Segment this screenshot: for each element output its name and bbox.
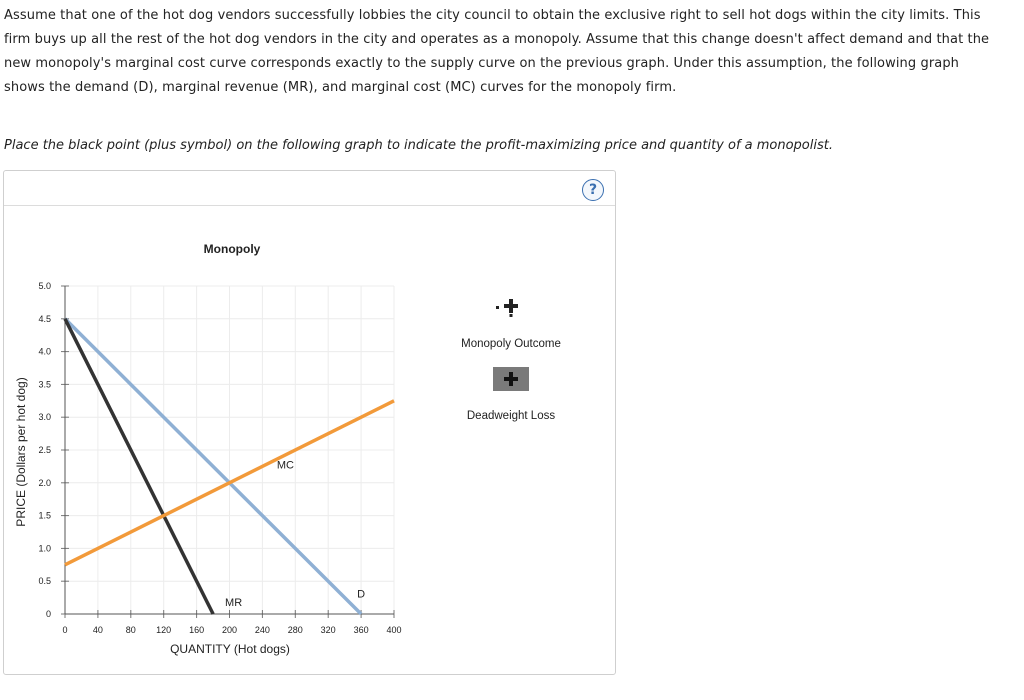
x-tick-label: 40 <box>92 625 103 635</box>
graph-panel <box>3 170 616 675</box>
y-tick-label: 4.0 <box>38 346 51 357</box>
curve-label-mr: MR <box>225 597 243 610</box>
y-tick-label: 2.0 <box>38 477 51 488</box>
monopoly-outcome-tool[interactable] <box>461 299 561 350</box>
x-tick-label: 0 <box>62 625 68 635</box>
curve-mr[interactable] <box>65 319 213 614</box>
monopoly-chart <box>4 171 615 674</box>
y-tick-label: 1.0 <box>38 543 51 554</box>
y-tick-label: 3.0 <box>38 412 51 423</box>
axes <box>38 281 401 635</box>
x-tick-label: 120 <box>156 625 172 635</box>
curve-label-d: D <box>357 588 366 601</box>
y-tick-label: 4.5 <box>38 313 51 324</box>
y-axis-title: PRICE (Dollars per hot dog) <box>14 377 28 527</box>
y-tick-label: 3.5 <box>38 379 51 390</box>
x-tick-label: 200 <box>221 625 238 635</box>
x-tick-label: 320 <box>320 625 336 635</box>
x-tick-label: 240 <box>254 625 270 635</box>
x-tick-label: 360 <box>353 625 369 635</box>
black-plus-point-icon[interactable] <box>496 299 518 317</box>
x-tick-label: 280 <box>287 625 303 635</box>
x-tick-label: 400 <box>386 625 402 635</box>
legend-label-monopoly-outcome: Monopoly Outcome <box>461 338 561 350</box>
curve-label-mc: MC <box>276 459 294 472</box>
y-tick-label: 0.5 <box>38 576 51 587</box>
y-tick-label: 5.0 <box>38 281 51 291</box>
x-tick-label: 160 <box>189 625 205 635</box>
instruction-text: Place the black point (plus symbol) on the following graph to indicate the profit-maximizing price and quantity of a monopolist. <box>4 138 833 153</box>
x-axis-title: QUANTITY (Hot dogs) <box>170 642 290 656</box>
intro-paragraph: Assume that one of the hot dog vendors successfully lobbies the city council to obtain the exclusive right to sell hot dogs within the city limits. This firm buys up all the rest of the hot dog vendors in the city and operates as a monopoly. Assume that this change doesn't affect demand and that the new monopoly's marginal cost curve corresponds exactly to the supply curve on the previous graph. Under this assumption, the following graph shows the demand (D), marginal revenue (MR), and marginal cost (MC) curves for the monopoly firm. <box>4 8 990 95</box>
legend-label-deadweight-loss: Deadweight Loss <box>466 410 556 422</box>
grid <box>65 286 394 614</box>
help-icon[interactable]: ? <box>582 179 604 201</box>
curve-d[interactable] <box>65 319 361 614</box>
deadweight-loss-tool[interactable] <box>467 367 555 422</box>
x-tick-label: 80 <box>125 625 136 635</box>
chart-title: Monopoly <box>203 242 261 256</box>
y-tick-label: 0 <box>45 609 51 619</box>
y-tick-label: 1.5 <box>38 510 51 521</box>
y-tick-label: 2.5 <box>38 445 51 455</box>
